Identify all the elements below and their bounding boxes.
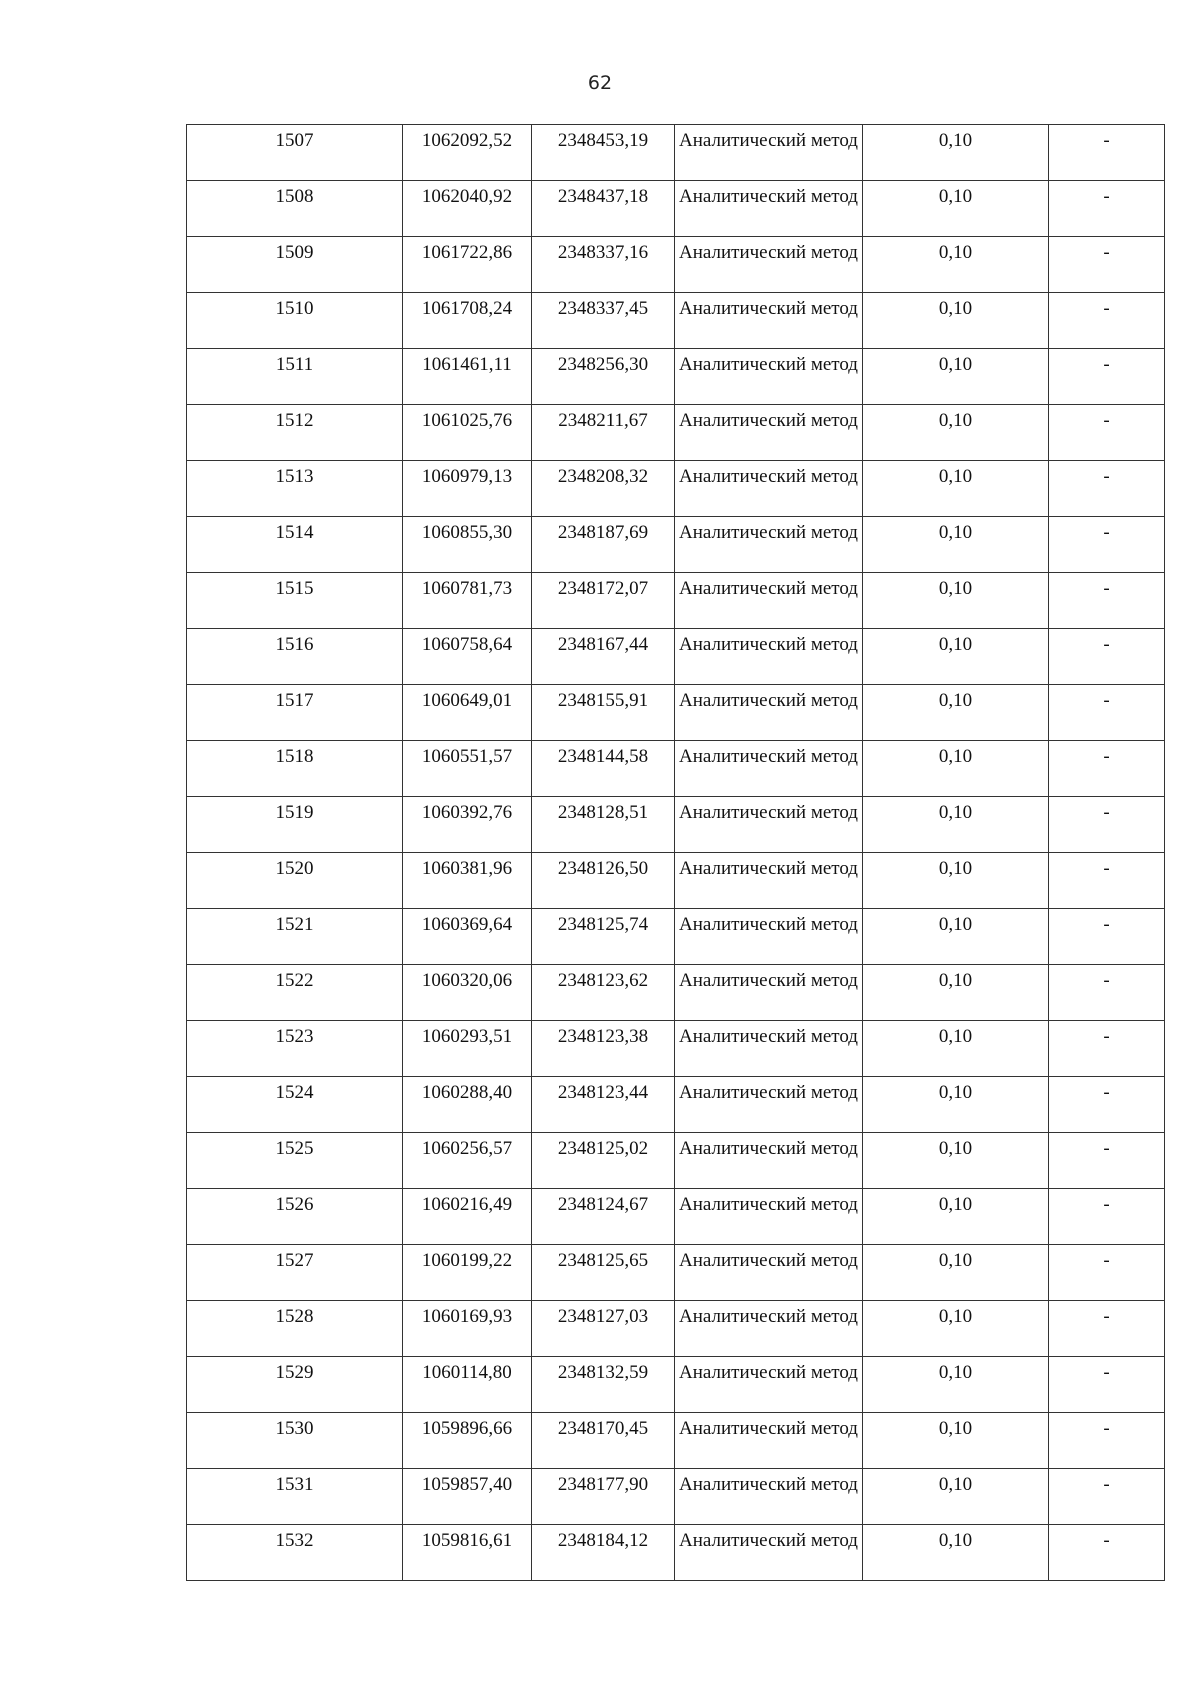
point-number-cell: 1532 bbox=[187, 1525, 403, 1581]
note-cell: - bbox=[1049, 853, 1165, 909]
note-cell: - bbox=[1049, 909, 1165, 965]
method-cell: Аналитический метод bbox=[675, 349, 863, 405]
table-row bbox=[187, 685, 1165, 741]
error-cell: 0,10 bbox=[863, 349, 1049, 405]
note-cell: - bbox=[1049, 237, 1165, 293]
point-number-cell: 1507 bbox=[187, 125, 403, 181]
method-cell: Аналитический метод bbox=[675, 965, 863, 1021]
error-cell: 0,10 bbox=[863, 909, 1049, 965]
method-cell: Аналитический метод bbox=[675, 797, 863, 853]
x-coordinate-cell: 1061461,11 bbox=[403, 349, 532, 405]
x-coordinate-cell: 1059896,66 bbox=[403, 1413, 532, 1469]
error-cell: 0,10 bbox=[863, 853, 1049, 909]
note-cell: - bbox=[1049, 517, 1165, 573]
error-cell: 0,10 bbox=[863, 461, 1049, 517]
table-row bbox=[187, 1525, 1165, 1581]
y-coordinate-cell: 2348453,19 bbox=[532, 125, 675, 181]
method-cell: Аналитический метод bbox=[675, 1021, 863, 1077]
table-row bbox=[187, 1077, 1165, 1133]
note-cell: - bbox=[1049, 1413, 1165, 1469]
error-cell: 0,10 bbox=[863, 1525, 1049, 1581]
y-coordinate-cell: 2348155,91 bbox=[532, 685, 675, 741]
y-coordinate-cell: 2348126,50 bbox=[532, 853, 675, 909]
table-row bbox=[187, 517, 1165, 573]
table-row bbox=[187, 1413, 1165, 1469]
y-coordinate-cell: 2348127,03 bbox=[532, 1301, 675, 1357]
error-cell: 0,10 bbox=[863, 1357, 1049, 1413]
y-coordinate-cell: 2348184,12 bbox=[532, 1525, 675, 1581]
error-cell: 0,10 bbox=[863, 293, 1049, 349]
y-coordinate-cell: 2348337,45 bbox=[532, 293, 675, 349]
error-cell: 0,10 bbox=[863, 685, 1049, 741]
table-row bbox=[187, 965, 1165, 1021]
table-row bbox=[187, 1469, 1165, 1525]
method-cell: Аналитический метод bbox=[675, 1469, 863, 1525]
error-cell: 0,10 bbox=[863, 965, 1049, 1021]
method-cell: Аналитический метод bbox=[675, 685, 863, 741]
error-cell: 0,10 bbox=[863, 125, 1049, 181]
point-number-cell: 1514 bbox=[187, 517, 403, 573]
x-coordinate-cell: 1060649,01 bbox=[403, 685, 532, 741]
x-coordinate-cell: 1060256,57 bbox=[403, 1133, 532, 1189]
y-coordinate-cell: 2348177,90 bbox=[532, 1469, 675, 1525]
table-body bbox=[187, 125, 1165, 1581]
table-row bbox=[187, 573, 1165, 629]
table-row bbox=[187, 1301, 1165, 1357]
x-coordinate-cell: 1060551,57 bbox=[403, 741, 532, 797]
error-cell: 0,10 bbox=[863, 1301, 1049, 1357]
method-cell: Аналитический метод bbox=[675, 1133, 863, 1189]
x-coordinate-cell: 1061025,76 bbox=[403, 405, 532, 461]
method-cell: Аналитический метод bbox=[675, 1189, 863, 1245]
method-cell: Аналитический метод bbox=[675, 1525, 863, 1581]
y-coordinate-cell: 2348132,59 bbox=[532, 1357, 675, 1413]
x-coordinate-cell: 1060320,06 bbox=[403, 965, 532, 1021]
method-cell: Аналитический метод bbox=[675, 1357, 863, 1413]
note-cell: - bbox=[1049, 965, 1165, 1021]
note-cell: - bbox=[1049, 1301, 1165, 1357]
method-cell: Аналитический метод bbox=[675, 125, 863, 181]
y-coordinate-cell: 2348123,38 bbox=[532, 1021, 675, 1077]
point-number-cell: 1515 bbox=[187, 573, 403, 629]
error-cell: 0,10 bbox=[863, 1413, 1049, 1469]
error-cell: 0,10 bbox=[863, 1189, 1049, 1245]
point-number-cell: 1530 bbox=[187, 1413, 403, 1469]
table-row bbox=[187, 237, 1165, 293]
y-coordinate-cell: 2348437,18 bbox=[532, 181, 675, 237]
note-cell: - bbox=[1049, 349, 1165, 405]
method-cell: Аналитический метод bbox=[675, 461, 863, 517]
table-row bbox=[187, 405, 1165, 461]
note-cell: - bbox=[1049, 685, 1165, 741]
x-coordinate-cell: 1060199,22 bbox=[403, 1245, 532, 1301]
y-coordinate-cell: 2348123,44 bbox=[532, 1077, 675, 1133]
y-coordinate-cell: 2348187,69 bbox=[532, 517, 675, 573]
note-cell: - bbox=[1049, 1245, 1165, 1301]
error-cell: 0,10 bbox=[863, 741, 1049, 797]
method-cell: Аналитический метод bbox=[675, 853, 863, 909]
note-cell: - bbox=[1049, 1021, 1165, 1077]
error-cell: 0,10 bbox=[863, 1133, 1049, 1189]
note-cell: - bbox=[1049, 797, 1165, 853]
method-cell: Аналитический метод bbox=[675, 293, 863, 349]
table-row bbox=[187, 293, 1165, 349]
table-row bbox=[187, 1021, 1165, 1077]
note-cell: - bbox=[1049, 1525, 1165, 1581]
y-coordinate-cell: 2348170,45 bbox=[532, 1413, 675, 1469]
x-coordinate-cell: 1060114,80 bbox=[403, 1357, 532, 1413]
x-coordinate-cell: 1059857,40 bbox=[403, 1469, 532, 1525]
method-cell: Аналитический метод bbox=[675, 629, 863, 685]
note-cell: - bbox=[1049, 741, 1165, 797]
y-coordinate-cell: 2348256,30 bbox=[532, 349, 675, 405]
y-coordinate-cell: 2348337,16 bbox=[532, 237, 675, 293]
point-number-cell: 1524 bbox=[187, 1077, 403, 1133]
point-number-cell: 1516 bbox=[187, 629, 403, 685]
point-number-cell: 1525 bbox=[187, 1133, 403, 1189]
method-cell: Аналитический метод bbox=[675, 1245, 863, 1301]
y-coordinate-cell: 2348124,67 bbox=[532, 1189, 675, 1245]
point-number-cell: 1510 bbox=[187, 293, 403, 349]
page-number: 62 bbox=[587, 72, 613, 94]
method-cell: Аналитический метод bbox=[675, 517, 863, 573]
note-cell: - bbox=[1049, 293, 1165, 349]
y-coordinate-cell: 2348211,67 bbox=[532, 405, 675, 461]
x-coordinate-cell: 1060369,64 bbox=[403, 909, 532, 965]
method-cell: Аналитический метод bbox=[675, 405, 863, 461]
error-cell: 0,10 bbox=[863, 405, 1049, 461]
point-number-cell: 1521 bbox=[187, 909, 403, 965]
point-number-cell: 1508 bbox=[187, 181, 403, 237]
table-row bbox=[187, 629, 1165, 685]
point-number-cell: 1526 bbox=[187, 1189, 403, 1245]
error-cell: 0,10 bbox=[863, 237, 1049, 293]
method-cell: Аналитический метод bbox=[675, 1077, 863, 1133]
method-cell: Аналитический метод bbox=[675, 573, 863, 629]
point-number-cell: 1513 bbox=[187, 461, 403, 517]
point-number-cell: 1522 bbox=[187, 965, 403, 1021]
point-number-cell: 1520 bbox=[187, 853, 403, 909]
point-number-cell: 1509 bbox=[187, 237, 403, 293]
y-coordinate-cell: 2348125,65 bbox=[532, 1245, 675, 1301]
x-coordinate-cell: 1060288,40 bbox=[403, 1077, 532, 1133]
error-cell: 0,10 bbox=[863, 797, 1049, 853]
x-coordinate-cell: 1062040,92 bbox=[403, 181, 532, 237]
table-row bbox=[187, 461, 1165, 517]
point-number-cell: 1518 bbox=[187, 741, 403, 797]
x-coordinate-cell: 1060979,13 bbox=[403, 461, 532, 517]
point-number-cell: 1527 bbox=[187, 1245, 403, 1301]
y-coordinate-cell: 2348128,51 bbox=[532, 797, 675, 853]
y-coordinate-cell: 2348208,32 bbox=[532, 461, 675, 517]
error-cell: 0,10 bbox=[863, 517, 1049, 573]
note-cell: - bbox=[1049, 573, 1165, 629]
note-cell: - bbox=[1049, 1133, 1165, 1189]
point-number-cell: 1528 bbox=[187, 1301, 403, 1357]
point-number-cell: 1512 bbox=[187, 405, 403, 461]
y-coordinate-cell: 2348125,02 bbox=[532, 1133, 675, 1189]
error-cell: 0,10 bbox=[863, 1469, 1049, 1525]
note-cell: - bbox=[1049, 461, 1165, 517]
method-cell: Аналитический метод bbox=[675, 237, 863, 293]
error-cell: 0,10 bbox=[863, 1077, 1049, 1133]
method-cell: Аналитический метод bbox=[675, 909, 863, 965]
x-coordinate-cell: 1060169,93 bbox=[403, 1301, 532, 1357]
method-cell: Аналитический метод bbox=[675, 1413, 863, 1469]
x-coordinate-cell: 1060216,49 bbox=[403, 1189, 532, 1245]
note-cell: - bbox=[1049, 125, 1165, 181]
table-row bbox=[187, 1357, 1165, 1413]
x-coordinate-cell: 1060855,30 bbox=[403, 517, 532, 573]
point-number-cell: 1517 bbox=[187, 685, 403, 741]
note-cell: - bbox=[1049, 1469, 1165, 1525]
point-number-cell: 1531 bbox=[187, 1469, 403, 1525]
point-number-cell: 1529 bbox=[187, 1357, 403, 1413]
point-number-cell: 1511 bbox=[187, 349, 403, 405]
y-coordinate-cell: 2348123,62 bbox=[532, 965, 675, 1021]
table-row bbox=[187, 741, 1165, 797]
table-row bbox=[187, 1245, 1165, 1301]
error-cell: 0,10 bbox=[863, 181, 1049, 237]
x-coordinate-cell: 1061708,24 bbox=[403, 293, 532, 349]
x-coordinate-cell: 1060758,64 bbox=[403, 629, 532, 685]
x-coordinate-cell: 1060392,76 bbox=[403, 797, 532, 853]
error-cell: 0,10 bbox=[863, 573, 1049, 629]
table-row bbox=[187, 181, 1165, 237]
error-cell: 0,10 bbox=[863, 629, 1049, 685]
method-cell: Аналитический метод bbox=[675, 181, 863, 237]
y-coordinate-cell: 2348125,74 bbox=[532, 909, 675, 965]
note-cell: - bbox=[1049, 629, 1165, 685]
table-row bbox=[187, 125, 1165, 181]
x-coordinate-cell: 1060781,73 bbox=[403, 573, 532, 629]
x-coordinate-cell: 1060381,96 bbox=[403, 853, 532, 909]
table-row bbox=[187, 1189, 1165, 1245]
table-row bbox=[187, 909, 1165, 965]
table-row bbox=[187, 853, 1165, 909]
point-number-cell: 1523 bbox=[187, 1021, 403, 1077]
y-coordinate-cell: 2348144,58 bbox=[532, 741, 675, 797]
note-cell: - bbox=[1049, 181, 1165, 237]
coordinates-table bbox=[186, 124, 1165, 1581]
x-coordinate-cell: 1060293,51 bbox=[403, 1021, 532, 1077]
y-coordinate-cell: 2348167,44 bbox=[532, 629, 675, 685]
note-cell: - bbox=[1049, 405, 1165, 461]
x-coordinate-cell: 1059816,61 bbox=[403, 1525, 532, 1581]
table-row bbox=[187, 349, 1165, 405]
y-coordinate-cell: 2348172,07 bbox=[532, 573, 675, 629]
table-row bbox=[187, 797, 1165, 853]
note-cell: - bbox=[1049, 1357, 1165, 1413]
method-cell: Аналитический метод bbox=[675, 1301, 863, 1357]
method-cell: Аналитический метод bbox=[675, 741, 863, 797]
x-coordinate-cell: 1061722,86 bbox=[403, 237, 532, 293]
error-cell: 0,10 bbox=[863, 1245, 1049, 1301]
point-number-cell: 1519 bbox=[187, 797, 403, 853]
note-cell: - bbox=[1049, 1189, 1165, 1245]
note-cell: - bbox=[1049, 1077, 1165, 1133]
error-cell: 0,10 bbox=[863, 1021, 1049, 1077]
table-row bbox=[187, 1133, 1165, 1189]
x-coordinate-cell: 1062092,52 bbox=[403, 125, 532, 181]
